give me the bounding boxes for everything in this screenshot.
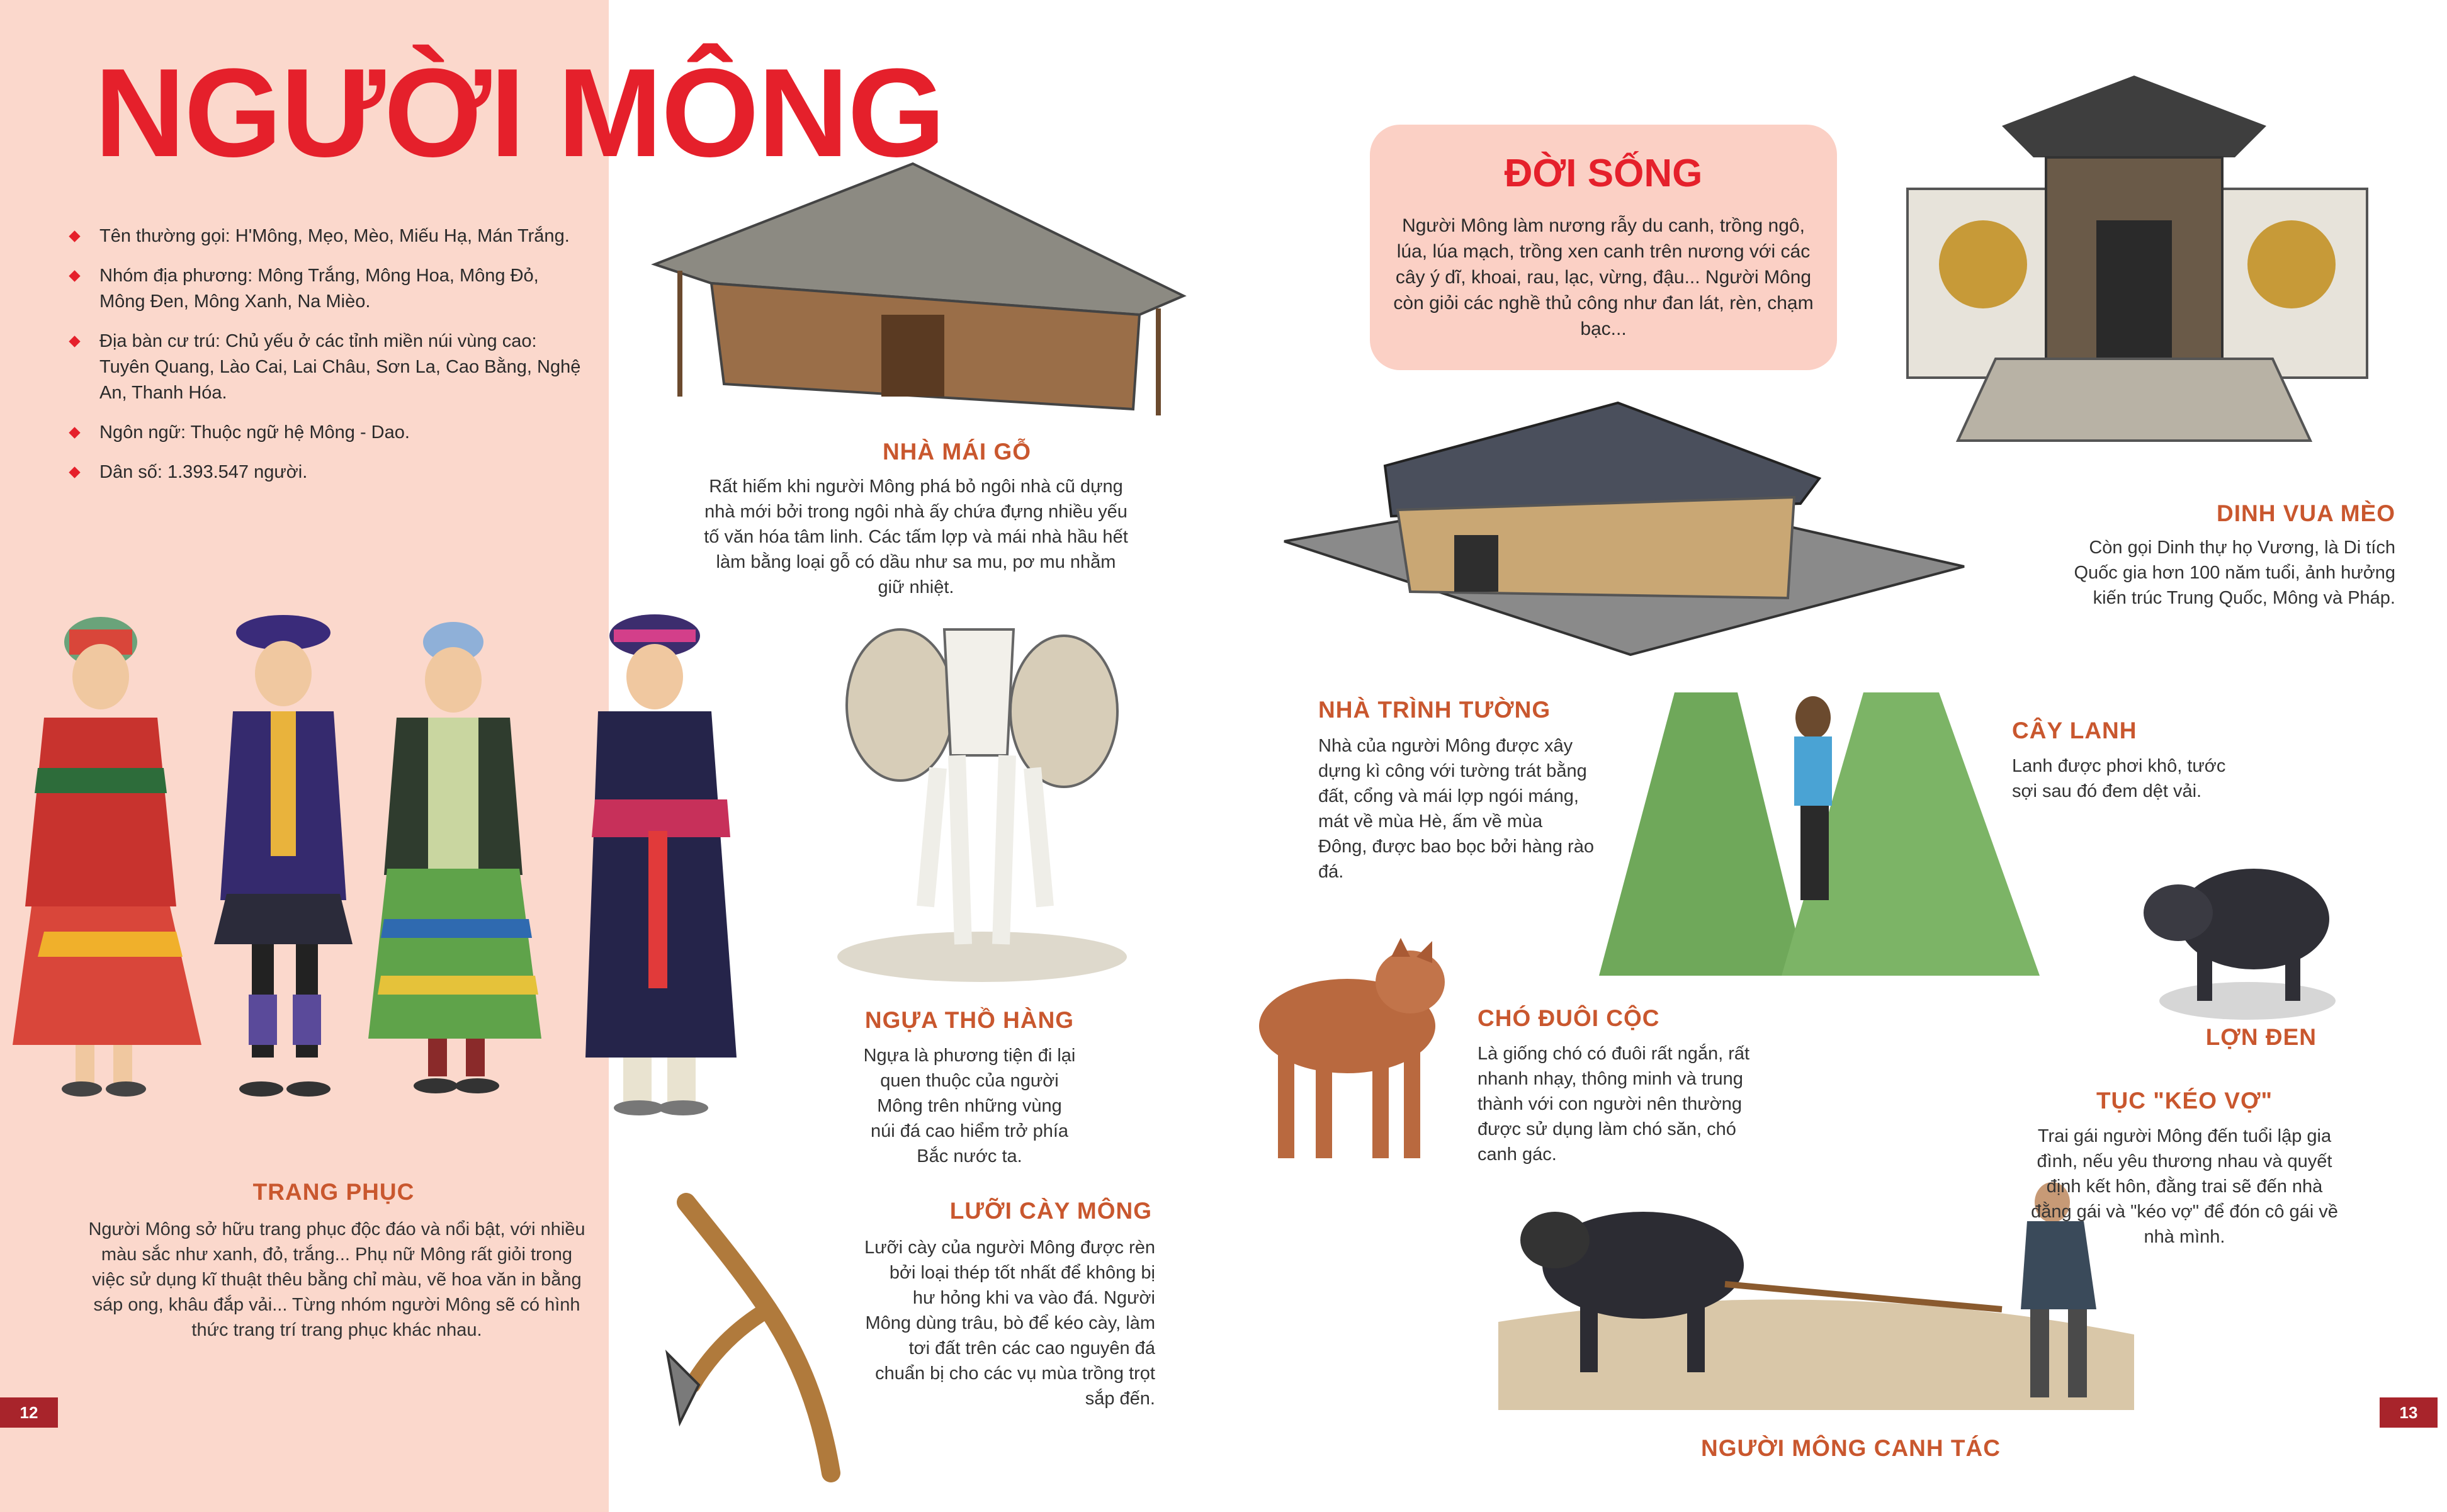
horse-text: Ngựa là phương tiện đi lại quen thuộc của người Mông trên những vùng núi đá cao hiểm trở phía Bắc nước ta.	[863, 1046, 1076, 1166]
dog-text: Là giống chó có đuôi rất ngắn, rất nhanh nhạy, thông minh và trung thành với con người nên thường được sử dụng làm chó săn, chó canh gác.	[1478, 1044, 1750, 1165]
custom-text: Trai gái người Mông đến tuổi lập gia đình, nếu yêu thương nhau và quyết định kết hôn, đằng trai sẽ đến nhà đằng gái và "kéo vợ" để đón cô gái về nhà mình.	[2031, 1126, 2338, 1247]
fact-local-groups: Nhóm địa phương: Mông Trắng, Mông Hoa, Mông Đỏ, Mông Đen, Mông Xanh, Na Mièo.	[68, 263, 584, 315]
fact-language: Ngôn ngữ: Thuộc ngữ hệ Mông - Dao.	[68, 420, 584, 446]
palace-heading: DINH VUA MÈO	[2216, 500, 2395, 526]
pig-heading: LỢN ĐEN	[2205, 1024, 2317, 1050]
palace-text: Còn gọi Dinh thự họ Vương, là Di tích Quốc gia hơn 100 năm tuổi, ảnh hưởng kiến trúc Trung Quốc, Mông và Pháp.	[2074, 538, 2395, 608]
custom-heading: TỤC "KÉO VỢ"	[2096, 1088, 2273, 1114]
dog-heading: CHÓ ĐUÔI CỘC	[1478, 1005, 1660, 1031]
plough-text: Lưỡi cày của người Mông được rèn bởi loại thép tốt nhất để không bị hư hỏng khi va vào đá. Người Mông dùng trâu, bò để kéo cày, làm tơi đất trên các cao nguyên đá chuẩn bị cho các vụ mùa trồng trọt sắp đến.	[864, 1238, 1155, 1409]
farming-heading: NGƯỜI MÔNG CANH TÁC	[1701, 1435, 2001, 1461]
flax-text: Lanh được phơi khô, tước sợi sau đó đem dệt vải.	[2012, 756, 2226, 801]
life-heading: ĐỜI SỐNG	[1504, 152, 1703, 195]
fact-residence: Địa bàn cư trú: Chủ yếu ở các tỉnh miền núi vùng cao: Tuyên Quang, Lào Cai, Lai Châu, Sơn La, Cao Bằng, Nghệ An, Thanh Hóa.	[68, 329, 584, 406]
figure-green-hmong	[368, 622, 541, 1093]
page-title: NGƯỜI MÔNG	[94, 43, 944, 183]
fact-common-names: Tên thường gọi: H'Mông, Mẹo, Mèo, Miếu Hạ, Mán Trắng.	[68, 223, 584, 249]
horse-heading: NGỰA THỒ HÀNG	[864, 1007, 1075, 1033]
costume-figures-illustration	[19, 604, 743, 1133]
rammed-house-heading: NHÀ TRÌNH TƯỜNG	[1318, 697, 1551, 723]
black-pig-illustration	[2140, 837, 2342, 1026]
flax-heading: CÂY LANH	[2012, 718, 2137, 743]
life-text: Người Mông làm nương rẫy du canh, trồng ngô, lúa, lúa mạch, trồng xen canh trên nương với các cây ý dĩ, khoai, rau, lạc, vừng, đậu... Người Mông còn giỏi các nghề thủ công như đan lát, rèn, chạm bạc...	[1393, 215, 1814, 339]
rammed-house-text: Nhà của người Mông được xây dựng kì công với tường trát bằng đất, cổng và mái lợp ngói máng, mát về mùa Hè, ấm về mùa Đông, được bao bọc bởi hàng rào đá.	[1318, 736, 1594, 882]
figure-black-hmong	[214, 615, 353, 1097]
figure-red-hmong	[585, 614, 737, 1115]
page-number-left: 12	[0, 1397, 58, 1428]
pack-horse-illustration	[837, 604, 1127, 982]
figure-flower-hmong	[13, 617, 201, 1097]
wood-house-heading: NHÀ MÁI GỖ	[882, 439, 1032, 465]
hmong-king-palace-illustration	[1857, 63, 2411, 453]
costume-heading: TRANG PHỤC	[252, 1179, 415, 1205]
costume-text: Người Mông sở hữu trang phục độc đáo và nổi bật, với nhiều màu sắc như xanh, đỏ, trắng... Phụ nữ Mông rất giỏi trong việc sử dụng kĩ thuật thêu bằng chỉ màu, vẽ hoa văn in bằng sáp ong, khâu đắp vải... Từng nhóm người Mông sẽ có hình thức trang trí trang phục khác nhau.	[88, 1219, 585, 1340]
wood-house-illustration	[642, 157, 1196, 428]
wood-house-text: Rất hiếm khi người Mông phá bỏ ngôi nhà cũ dựng nhà mới bởi trong ngôi nhà ấy chứa đựng nhiều yếu tố văn hóa tâm linh. Các tấm lợp và mái nhà hầu hết làm bằng loại gỗ có dầu như sa mu, pơ mu nhằm giữ nhiệt.	[704, 477, 1128, 597]
page-number-right: 13	[2380, 1397, 2438, 1428]
facts-list	[68, 223, 584, 499]
fact-population: Dân số: 1.393.547 người.	[68, 460, 584, 485]
flax-bundles-illustration	[1599, 680, 2040, 982]
plough-heading: LƯỠI CÀY MÔNG	[949, 1198, 1152, 1224]
plough-illustration	[642, 1196, 844, 1486]
short-tail-dog-illustration	[1253, 938, 1467, 1165]
